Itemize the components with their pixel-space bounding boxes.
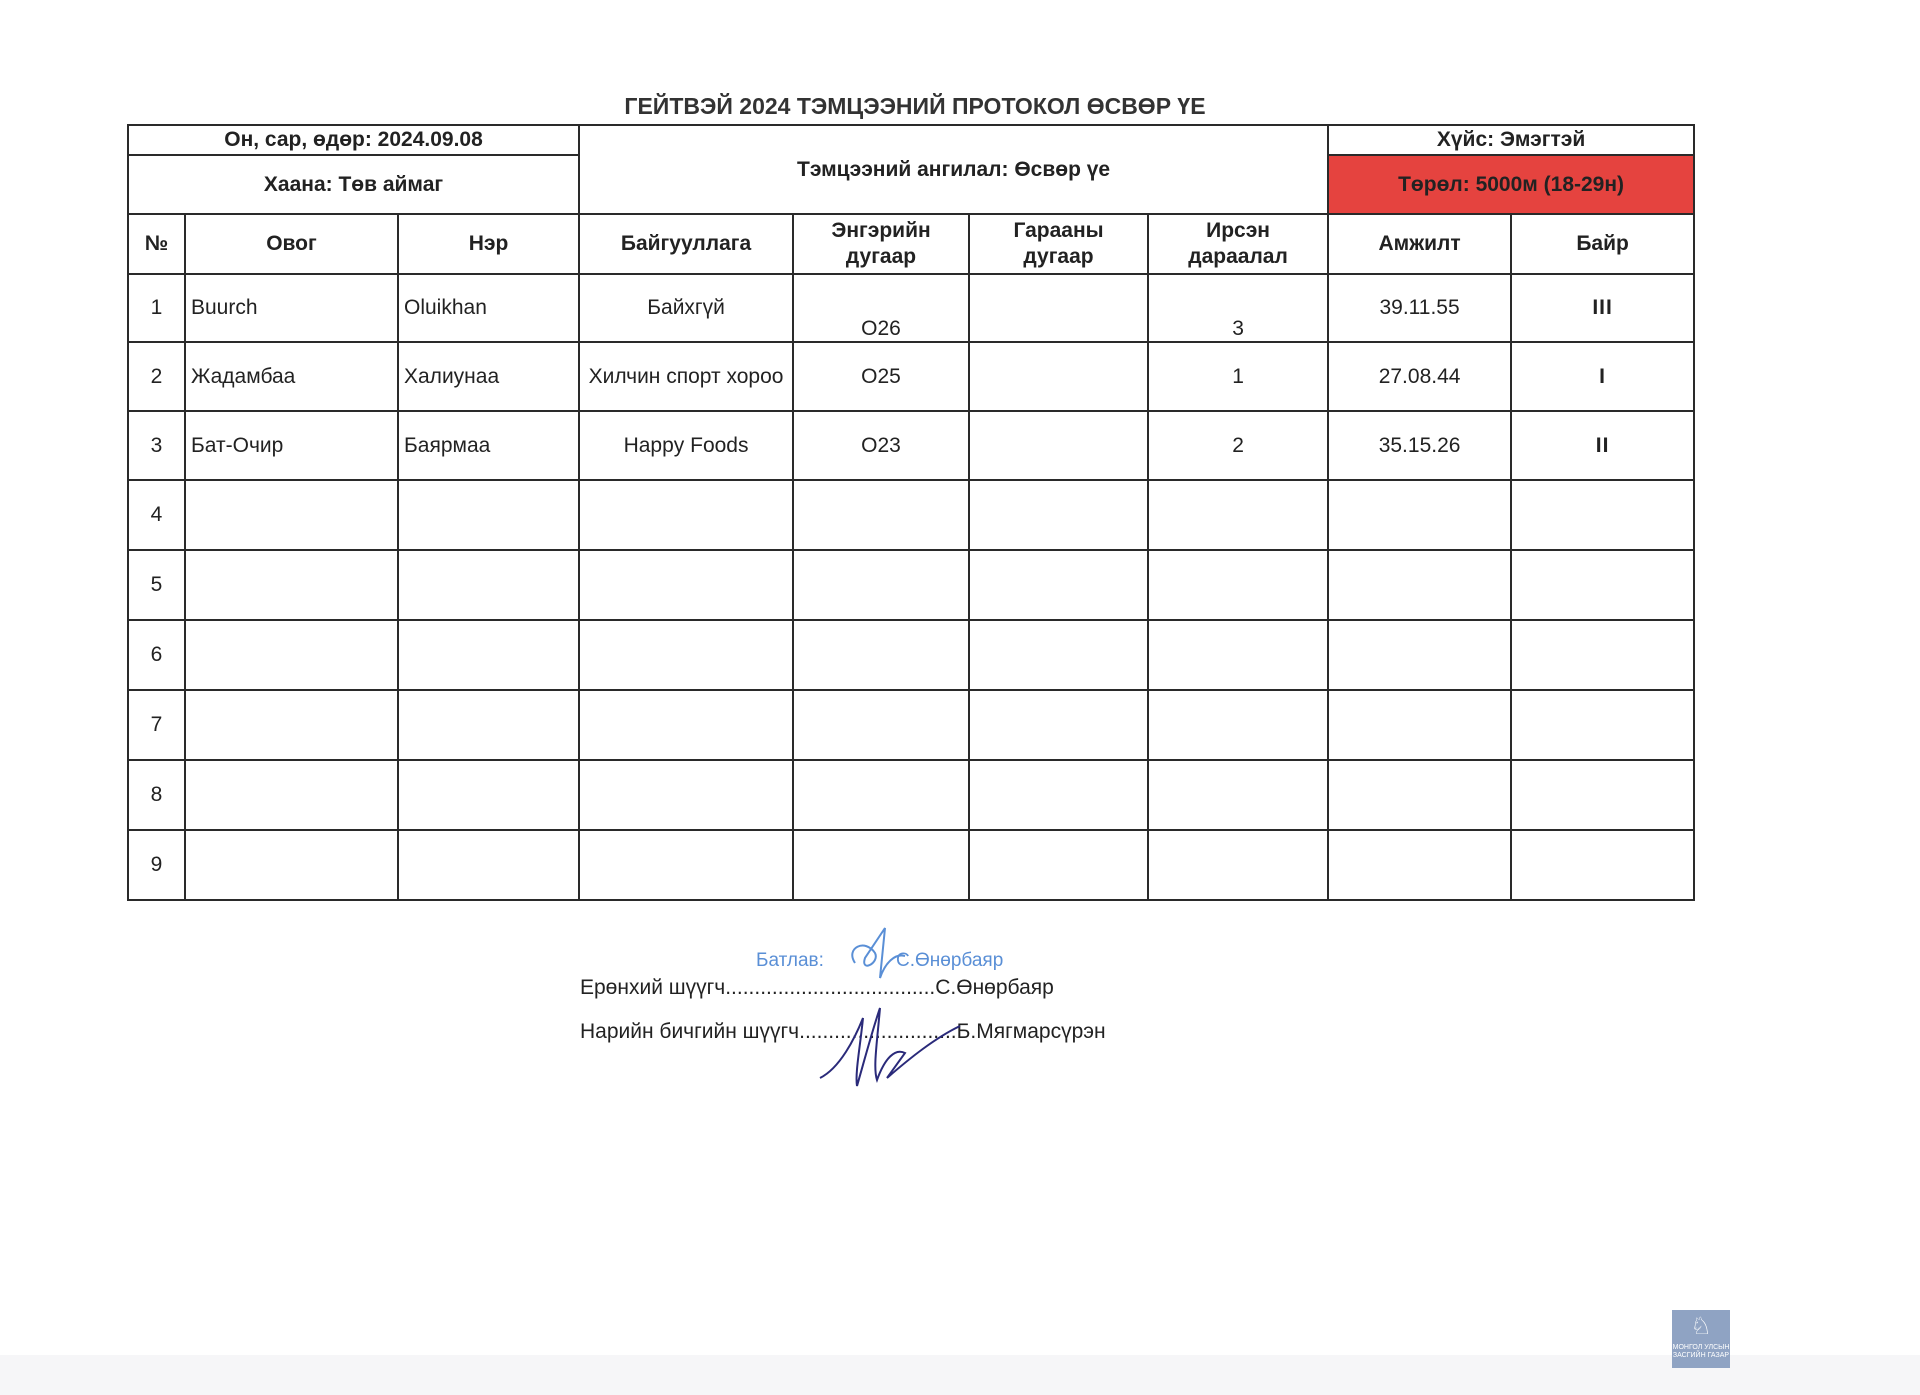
row-organization: Байхгүй bbox=[579, 274, 793, 342]
col-organization: Байгууллага bbox=[579, 214, 793, 274]
row-place bbox=[1511, 620, 1694, 690]
row-organization bbox=[579, 550, 793, 620]
row-surname bbox=[185, 620, 398, 690]
row-bib bbox=[793, 690, 969, 760]
row-result bbox=[1328, 620, 1511, 690]
emblem-line1: МОНГОЛ УЛСЫН bbox=[1672, 1344, 1730, 1351]
row-surname bbox=[185, 760, 398, 830]
secretary-line: Нарийн бичгийн шүүгч...........................Б.Мягмарсүрэн bbox=[580, 1020, 1106, 1043]
row-organization bbox=[579, 480, 793, 550]
page-bottom-strip bbox=[0, 1355, 1920, 1395]
event-cell: Төрөл: 5000м (18-29н) bbox=[1328, 155, 1694, 214]
col-no: № bbox=[128, 214, 185, 274]
row-finish: 1 bbox=[1148, 342, 1328, 411]
category-cell: Тэмцээний ангилал: Өсвөр үе bbox=[579, 125, 1328, 214]
government-emblem bbox=[1672, 1310, 1730, 1368]
row-place bbox=[1511, 830, 1694, 900]
table-row bbox=[128, 550, 1694, 620]
date-cell: Он, сар, өдөр: 2024.09.08 bbox=[128, 125, 579, 155]
row-start bbox=[969, 342, 1148, 411]
col-start-number bbox=[969, 214, 1148, 274]
row-finish: 3 bbox=[1148, 274, 1328, 342]
row-place bbox=[1511, 760, 1694, 830]
row-start bbox=[969, 480, 1148, 550]
row-start bbox=[969, 690, 1148, 760]
row-name bbox=[398, 760, 579, 830]
row-place: III bbox=[1511, 274, 1694, 342]
row-finish bbox=[1148, 620, 1328, 690]
table-row bbox=[128, 480, 1694, 550]
row-place bbox=[1511, 480, 1694, 550]
col-bib-line1: Энгэрийн bbox=[831, 219, 931, 242]
row-place: II bbox=[1511, 411, 1694, 480]
table-row bbox=[128, 690, 1694, 760]
col-bib-line2: дугаар bbox=[845, 245, 917, 268]
row-organization: Хилчин спорт хороо bbox=[579, 342, 793, 411]
row-organization bbox=[579, 830, 793, 900]
col-result: Амжилт bbox=[1328, 214, 1511, 274]
row-no: 9 bbox=[128, 830, 185, 900]
header-row-1 bbox=[128, 125, 1694, 155]
gender-cell: Хүйс: Эмэгтэй bbox=[1328, 125, 1694, 155]
row-no: 4 bbox=[128, 480, 185, 550]
emblem-line2: ЗАСГИЙН ГАЗАР bbox=[1672, 1352, 1730, 1359]
row-bib bbox=[793, 480, 969, 550]
row-bib: O26 bbox=[793, 274, 969, 342]
row-name bbox=[398, 830, 579, 900]
row-place bbox=[1511, 690, 1694, 760]
table-row bbox=[128, 830, 1694, 900]
row-result bbox=[1328, 690, 1511, 760]
row-bib bbox=[793, 550, 969, 620]
row-organization bbox=[579, 620, 793, 690]
row-bib: O25 bbox=[793, 342, 969, 411]
row-bib: O23 bbox=[793, 411, 969, 480]
approval-name: С.Өнөрбаяр bbox=[896, 950, 1004, 971]
table-row bbox=[128, 760, 1694, 830]
row-place: I bbox=[1511, 342, 1694, 411]
row-result bbox=[1328, 550, 1511, 620]
row-bib bbox=[793, 760, 969, 830]
row-start bbox=[969, 274, 1148, 342]
row-name: Oluikhan bbox=[398, 274, 579, 342]
row-bib bbox=[793, 620, 969, 690]
table-row bbox=[128, 342, 1694, 411]
column-header-row bbox=[128, 214, 1694, 274]
row-no: 3 bbox=[128, 411, 185, 480]
row-finish bbox=[1148, 830, 1328, 900]
approval-block bbox=[756, 950, 1004, 972]
row-bib bbox=[793, 830, 969, 900]
row-no: 5 bbox=[128, 550, 185, 620]
row-organization bbox=[579, 760, 793, 830]
row-name: Баярмаа bbox=[398, 411, 579, 480]
row-organization: Happy Foods bbox=[579, 411, 793, 480]
col-bib-number bbox=[793, 214, 969, 274]
row-name bbox=[398, 550, 579, 620]
row-result: 39.11.55 bbox=[1328, 274, 1511, 342]
row-name bbox=[398, 620, 579, 690]
row-result bbox=[1328, 830, 1511, 900]
row-no: 7 bbox=[128, 690, 185, 760]
location-cell: Хаана: Төв аймаг bbox=[128, 155, 579, 214]
protocol-table bbox=[127, 124, 1695, 901]
row-organization bbox=[579, 690, 793, 760]
row-surname bbox=[185, 550, 398, 620]
col-start-line1: Гарааны bbox=[1013, 219, 1104, 242]
document-title: ГЕЙТВЭЙ 2024 ТЭМЦЭЭНИЙ ПРОТОКОЛ ӨСВӨР ҮЕ bbox=[624, 93, 1206, 119]
row-no: 1 bbox=[128, 274, 185, 342]
row-surname bbox=[185, 690, 398, 760]
row-finish bbox=[1148, 690, 1328, 760]
row-no: 6 bbox=[128, 620, 185, 690]
row-start bbox=[969, 550, 1148, 620]
row-finish: 2 bbox=[1148, 411, 1328, 480]
row-result: 27.08.44 bbox=[1328, 342, 1511, 411]
row-start bbox=[969, 411, 1148, 480]
row-start bbox=[969, 760, 1148, 830]
table-row bbox=[128, 620, 1694, 690]
row-place bbox=[1511, 550, 1694, 620]
col-finish-line2: дараалал bbox=[1188, 245, 1288, 268]
row-surname: Бат-Очир bbox=[185, 411, 398, 480]
chief-judge-line: Ерөнхий шүүгч....................................С.Өнөрбаяр bbox=[580, 976, 1054, 999]
row-result bbox=[1328, 480, 1511, 550]
row-no: 8 bbox=[128, 760, 185, 830]
emblem-icon: ♘ bbox=[1690, 1313, 1712, 1340]
row-name bbox=[398, 690, 579, 760]
row-surname: Жадамбаа bbox=[185, 342, 398, 411]
row-name: Халиунаа bbox=[398, 342, 579, 411]
col-place: Байр bbox=[1511, 214, 1694, 274]
row-start bbox=[969, 830, 1148, 900]
col-start-line2: дугаар bbox=[1023, 245, 1094, 268]
col-finish-line1: Ирсэн bbox=[1206, 219, 1270, 242]
col-name: Нэр bbox=[398, 214, 579, 274]
row-name bbox=[398, 480, 579, 550]
table-row bbox=[128, 411, 1694, 480]
row-finish bbox=[1148, 480, 1328, 550]
row-start bbox=[969, 620, 1148, 690]
table-row bbox=[128, 274, 1694, 342]
approval-label: Батлав: bbox=[756, 950, 824, 971]
row-surname bbox=[185, 480, 398, 550]
row-surname bbox=[185, 830, 398, 900]
row-result bbox=[1328, 760, 1511, 830]
row-no: 2 bbox=[128, 342, 185, 411]
row-finish bbox=[1148, 550, 1328, 620]
col-finish-order bbox=[1148, 214, 1328, 274]
row-result: 35.15.26 bbox=[1328, 411, 1511, 480]
row-surname: Buurch bbox=[185, 274, 398, 342]
secretary-signature-icon bbox=[815, 998, 965, 1093]
col-surname: Овог bbox=[185, 214, 398, 274]
row-finish bbox=[1148, 760, 1328, 830]
